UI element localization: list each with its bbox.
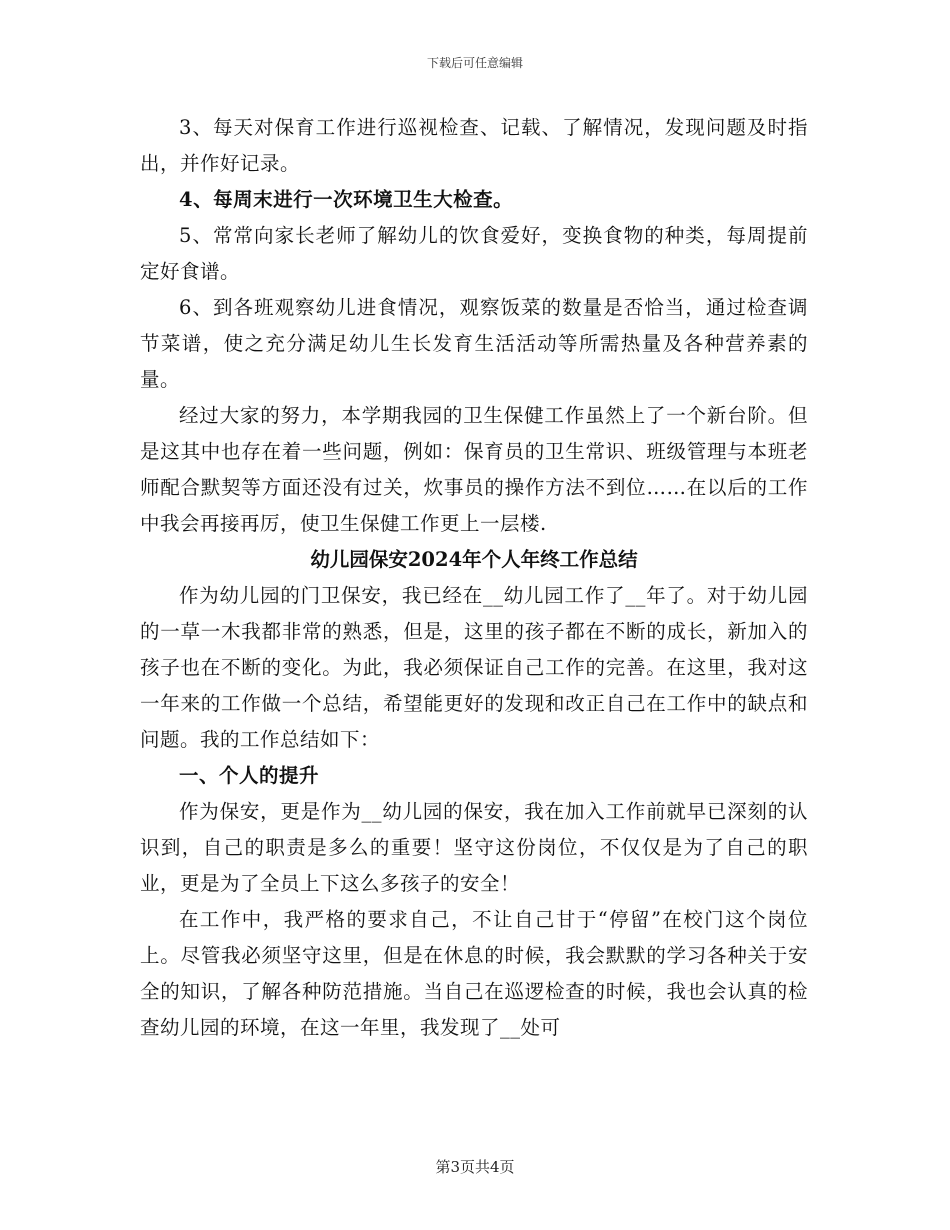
paragraph-work: 在工作中，我严格的要求自己，不让自己甘于“停留”在校门这个岗位上。尽管我必须坚守这里，但是在休息的时候，我会默默的学习各种关于安全的知识，了解各种防范措施。当自己在巡逻检查的时候，我也会认真的检查幼儿园的环境，在这一年里，我发现了__处可 bbox=[140, 908, 808, 1039]
page-header: 下载后可任意编辑 bbox=[426, 56, 523, 70]
page-footer: 第3页共4页 bbox=[435, 1158, 515, 1176]
paragraph-item-4: 4、每周末进行一次环境卫生大检查。 bbox=[179, 188, 514, 211]
subheading-personal-improvement: 一、个人的提升 bbox=[179, 764, 320, 787]
paragraph-item-5: 5、常常向家长老师了解幼儿的饮食爱好，变换食物的种类，每周提前定好食谱。 bbox=[140, 224, 808, 283]
paragraph-intro: 作为幼儿园的门卫保安，我已经在__幼儿园工作了__年了。对于幼儿园的一草一木我都非常的熟悉，但是，这里的孩子都在不断的成长，新加入的孩子也在不断的变化。为此，我必须保证自己工作的完善。在这里，我对这一年来的工作做一个总结，希望能更好的发现和改正自己在工作中的缺点和问题。我的工作总结如下： bbox=[140, 584, 808, 751]
section-title: 幼儿园保安2024年个人年终工作总结 bbox=[310, 548, 638, 571]
paragraph-duty: 作为保安，更是作为__幼儿园的保安，我在加入工作前就早已深刻的认识到，自己的职责是多么的重要！坚守这份岗位，不仅仅是为了自己的职业，更是为了全员上下这么多孩子的安全！ bbox=[140, 800, 808, 895]
paragraph-item-3: 3、每天对保育工作进行巡视检查、记载、了解情况，发现问题及时指出，并作好记录。 bbox=[140, 116, 808, 175]
document-body bbox=[140, 110, 808, 1046]
paragraph-conclusion: 经过大家的努力，本学期我园的卫生保健工作虽然上了一个新台阶。但是这其中也存在着一些问题，例如：保育员的卫生常识、班级管理与本班老师配合默契等方面还没有过关，炊事员的操作方法不到位……在以后的工作中我会再接再厉，使卫生保健工作更上一层楼. bbox=[140, 404, 808, 535]
paragraph-item-6: 6、到各班观察幼儿进食情况，观察饭菜的数量是否恰当，通过检查调节菜谱，使之充分满足幼儿生长发育生活活动等所需热量及各种营养素的量。 bbox=[140, 296, 808, 391]
